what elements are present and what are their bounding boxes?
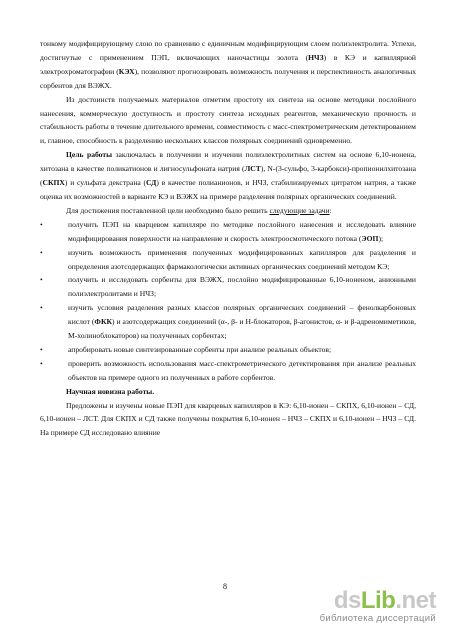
list-item-text: получить и исследовать сорбенты для ВЭЖХ, послойно модифицированные 6,10-ионеном, анионными полиэлектролитами и НЧЗ; <box>68 275 416 299</box>
paragraph-text: тонкому модифицирующему слою по сравнению с единичным модифицирующим слоем полиэлектролита. Успехи, достигнутые с применением ПЭП, включающих наночастицы золота ( <box>40 39 416 62</box>
paragraph-text: ), N-(3-сульфо, 3-карбокси)-пропионилхитозана ( <box>40 164 417 188</box>
list-item <box>40 246 416 274</box>
term-skph: СКПХ <box>42 178 65 188</box>
watermark <box>296 587 436 627</box>
paragraph-intro <box>40 37 416 93</box>
paragraph-novelty: Предложены и изучены новые ПЭП для кварцевых капилляров в КЭ: 6,10-ионен – СКПХ, 6,10-ионен – СД, 6,10-ионен – ЛСТ. Для СКПХ и СД также получены покрытия 6,10-ионен – НЧЗ – СКПХ и 6,10-ионен – НЧЗ – СД. На примере СД исследовано влияние <box>40 400 416 438</box>
term-fkk: ФКК <box>94 317 112 327</box>
list-item-text: ); <box>378 233 384 243</box>
list-item-text: проверить возможность использования масс-спектрометрического детектирования при анализе реальных объектов на примере одного из полученных в работе сорбентов. <box>68 358 416 382</box>
bullet-icon: • <box>40 247 43 257</box>
list-item-text: ) и азотсодержащих соединений (α-, β- и Н-блокаторов, β-агонистов, α- и β-адреномиметиков, М-холиноблокаторов) на полученных сорбентах; <box>68 317 416 341</box>
list-item <box>40 218 416 246</box>
paragraph-text: ), позволяют прогнозировать возможность получения и перспективность аналогичных сорбентов для ВЭЖХ. <box>40 66 416 90</box>
paragraph-tasks-intro <box>40 204 416 218</box>
logo-text: Lib <box>360 587 396 614</box>
list-item <box>40 273 416 301</box>
paragraph-text: ) в качестве полианионов, и НЧЗ, стабилизируемых цитратом натрия, а также оценка их возможностей в варианте КЭ и ВЭЖХ на примере разделения полярных органических соединений. <box>40 178 416 201</box>
list-item <box>40 301 416 343</box>
term-lst: ЛСТ <box>244 164 261 174</box>
page-number: 8 <box>223 582 227 591</box>
paragraph-advantages: Из достоинств получаемых материалов отметим простоту их синтеза на основе методики послойного нанесения, коммерческую доступность и простоту синтеза исходных реагентов, механическую прочность и стабильность работы в течение длительного времени, совместимость с масс-спектрометрическим детектированием и, главное, способность к разделению нескольких классов полярных соединений одновременно. <box>40 94 416 146</box>
bullet-icon: • <box>40 344 43 354</box>
paragraph-text: ) и сульфата декстрана ( <box>64 178 147 188</box>
section-heading: Научная новизна работы. <box>66 386 155 396</box>
list-item-text: изучить условия разделения разных классов полярных органических соединений – фенолкарбоновых кислот ( <box>68 303 416 327</box>
bullet-icon: • <box>40 303 43 313</box>
paragraph-text: ) в КЭ и капиллярной электрохроматографии ( <box>40 52 416 76</box>
term-sd: СД <box>146 178 157 188</box>
bullet-icon: • <box>40 358 43 368</box>
term-nchz: НЧЗ <box>308 52 324 62</box>
bullet-icon: • <box>40 275 43 285</box>
paragraph-text: заключалась в получении и изучении полиэлектролитных систем на основе 6,10-ионена, хитозана в качестве поликатионов и лигносульфоната натрия ( <box>40 150 416 174</box>
watermark-logo <box>334 587 436 615</box>
paragraph-text: Для достижения поставленной цели необходимо было решить <box>66 205 270 215</box>
logo-text: .net <box>395 587 436 614</box>
watermark-subtitle: библиотека диссертаций <box>319 613 436 624</box>
page-body <box>40 37 416 440</box>
bullet-icon: • <box>40 219 43 229</box>
goal-label: Цель работы <box>66 150 113 160</box>
term-keh: КЭХ <box>118 66 135 76</box>
list-item-text: апробировать новые синтезированные сорбенты при анализе реальных объектов; <box>68 344 332 354</box>
tasks-label: следующие задачи <box>269 205 330 215</box>
paragraph-goal <box>40 148 416 204</box>
paragraph-text: : <box>329 205 332 215</box>
list-item-text: получить ПЭП на кварцевом капилляре по методике послойного нанесения и исследовать влияние модифицирования поверхности на направление и скорость электроосмотического потока ( <box>68 219 416 243</box>
list-item <box>40 343 416 357</box>
logo-text: ds <box>333 587 361 614</box>
list-item-text: изучить возможность применения полученных модифицированных капилляров для разделения и определения азотсодержащих фармакологически активных органических соединений методом КЭ; <box>68 247 416 271</box>
term-eop: ЭОП <box>361 233 379 243</box>
list-item <box>40 357 416 385</box>
